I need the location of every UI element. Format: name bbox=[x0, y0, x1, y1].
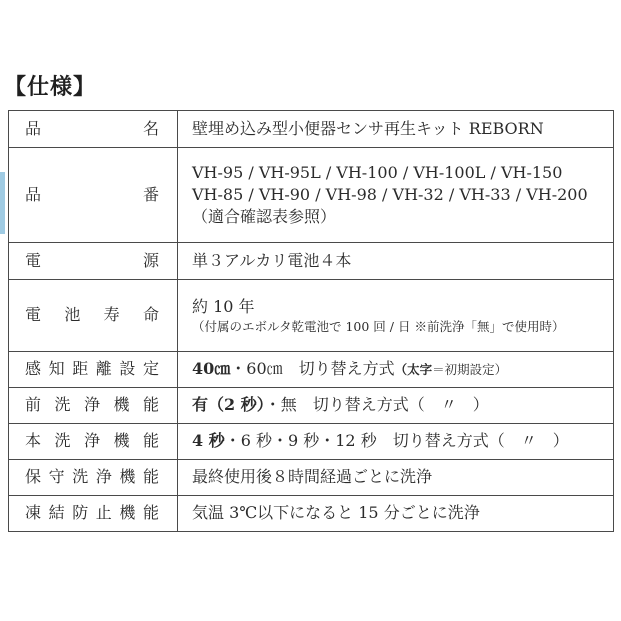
row-value bbox=[178, 352, 614, 388]
label-text bbox=[9, 250, 177, 272]
row-value bbox=[178, 388, 614, 424]
table-row bbox=[9, 243, 614, 280]
row-label bbox=[9, 460, 178, 496]
value-rest: ・無 切り替え方式（ 〃 ） bbox=[264, 395, 489, 415]
label-text bbox=[9, 502, 177, 524]
row-label bbox=[9, 148, 178, 243]
section-heading: 【仕様】 bbox=[4, 74, 97, 100]
spec-table bbox=[8, 110, 614, 532]
table-row bbox=[9, 460, 614, 496]
label-text bbox=[9, 466, 177, 488]
bold-value: 4 秒 bbox=[192, 431, 225, 451]
row-value bbox=[178, 148, 614, 243]
label-char: 池 bbox=[64, 305, 81, 325]
row-label bbox=[9, 496, 178, 532]
label-char: 機 bbox=[119, 503, 136, 523]
label-char: 防 bbox=[72, 503, 89, 523]
table-row bbox=[9, 111, 614, 148]
row-label bbox=[9, 111, 178, 148]
label-char: 止 bbox=[95, 503, 112, 523]
label-char: 知 bbox=[48, 359, 65, 379]
label-text bbox=[9, 394, 177, 416]
row-value bbox=[178, 280, 614, 352]
label-char: 浄 bbox=[83, 431, 100, 451]
label-char: 凍 bbox=[25, 503, 42, 523]
value-line: 壁埋め込み型小便器センサ再生キット REBORN bbox=[192, 118, 544, 138]
bold-value: 有（2 秒） bbox=[192, 395, 265, 415]
row-label bbox=[9, 424, 178, 460]
label-char: 命 bbox=[142, 305, 159, 325]
note-bold: （太字 bbox=[394, 362, 433, 378]
value-line: VH-95 / VH-95L / VH-100 / VH-100L / VH-150 bbox=[192, 162, 563, 182]
label-char: 距 bbox=[72, 359, 89, 379]
table-row bbox=[9, 352, 614, 388]
label-char: 洗 bbox=[54, 395, 71, 415]
label-char: 能 bbox=[142, 395, 159, 415]
value-line: 約 10 年 bbox=[192, 296, 255, 316]
label-char: 保 bbox=[25, 467, 42, 487]
row-label bbox=[9, 243, 178, 280]
row-value bbox=[178, 424, 614, 460]
value-rest: ・60㎝ 切り替え方式 bbox=[230, 359, 395, 379]
label-char: 結 bbox=[48, 503, 65, 523]
note-rest: ＝初期設定） bbox=[432, 362, 508, 378]
label-char: 能 bbox=[142, 503, 159, 523]
table-row bbox=[9, 148, 614, 243]
label-char: 浄 bbox=[95, 467, 112, 487]
label-char: 能 bbox=[142, 467, 159, 487]
label-char: 機 bbox=[113, 431, 130, 451]
label-char: 能 bbox=[142, 431, 159, 451]
label-char: 守 bbox=[48, 467, 65, 487]
label-char: 離 bbox=[95, 359, 112, 379]
row-value bbox=[178, 460, 614, 496]
label-char: 品 bbox=[25, 184, 42, 204]
label-char: 洗 bbox=[72, 467, 89, 487]
value-line: （適合確認表参照） bbox=[192, 207, 337, 227]
label-char: 本 bbox=[25, 431, 42, 451]
label-text bbox=[9, 430, 177, 452]
row-value bbox=[178, 111, 614, 148]
label-char: 品 bbox=[25, 118, 42, 138]
table-row bbox=[9, 280, 614, 352]
label-text bbox=[9, 358, 177, 380]
label-char: 感 bbox=[25, 359, 42, 379]
table-row bbox=[9, 496, 614, 532]
label-text bbox=[9, 184, 177, 206]
label-char: 定 bbox=[142, 359, 159, 379]
label-char: 洗 bbox=[54, 431, 71, 451]
value-line: 気温 3℃以下になると 15 分ごとに洗浄 bbox=[192, 503, 480, 523]
label-char: 前 bbox=[25, 395, 42, 415]
label-char: 寿 bbox=[103, 305, 120, 325]
value-note: （付属のエボルタ乾電池で 100 回 / 日 ※前洗浄「無」で使用時） bbox=[192, 318, 565, 334]
row-value bbox=[178, 243, 614, 280]
label-char: 番 bbox=[142, 184, 159, 204]
label-char: 電 bbox=[25, 305, 42, 325]
label-char: 機 bbox=[113, 395, 130, 415]
row-label bbox=[9, 352, 178, 388]
bold-value: 40㎝ bbox=[192, 359, 231, 379]
label-char: 設 bbox=[119, 359, 136, 379]
value-line: 最終使用後８時間経過ごとに洗浄 bbox=[192, 467, 433, 487]
table-row bbox=[9, 388, 614, 424]
value-line: 単３アルカリ電池４本 bbox=[192, 250, 352, 270]
label-text bbox=[9, 118, 177, 140]
row-label bbox=[9, 280, 178, 352]
label-char: 名 bbox=[142, 118, 159, 138]
label-char: 機 bbox=[119, 467, 136, 487]
row-value bbox=[178, 496, 614, 532]
label-char: 浄 bbox=[83, 395, 100, 415]
table-row bbox=[9, 424, 614, 460]
value-rest: ・6 秒・9 秒・12 秒 切り替え方式（ 〃 ） bbox=[224, 431, 569, 451]
row-label bbox=[9, 388, 178, 424]
label-text bbox=[9, 304, 177, 326]
label-char: 源 bbox=[142, 250, 159, 270]
left-edge-accent bbox=[0, 172, 5, 234]
value-line: VH-85 / VH-90 / VH-98 / VH-32 / VH-33 / VH-200 bbox=[192, 184, 588, 204]
label-char: 電 bbox=[25, 250, 42, 270]
